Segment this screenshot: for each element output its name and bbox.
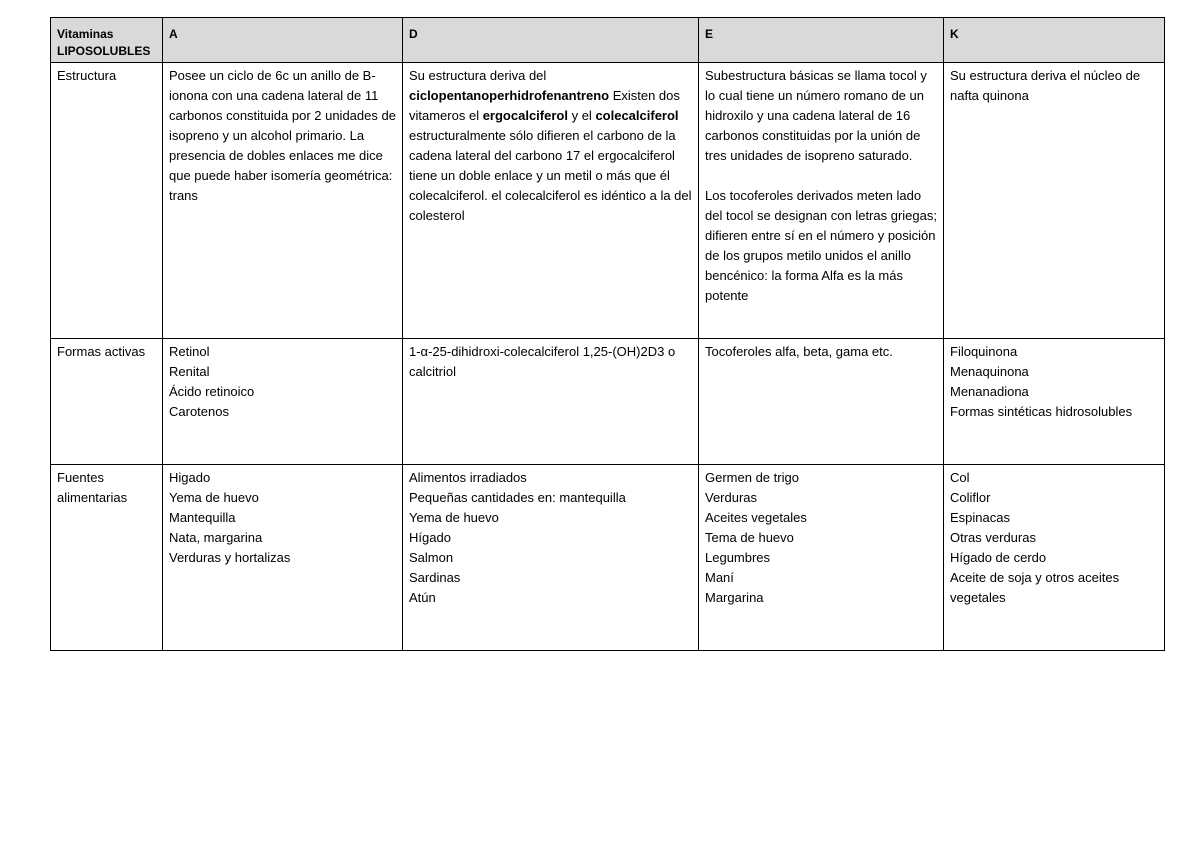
list-item: Menaquinona	[950, 364, 1029, 379]
list-item: Hígado	[409, 530, 451, 545]
list-item: Tema de huevo	[705, 530, 794, 545]
row-label-fuentes-alimentarias: Fuentes alimentarias	[51, 465, 163, 651]
list-item: Hígado de cerdo	[950, 550, 1047, 565]
row-formas-activas	[51, 339, 1165, 465]
estructura-d-bold-1: ciclopentanoperhidrofenantreno	[409, 88, 610, 103]
estructura-d-text-1: Su estructura deriva del	[409, 68, 547, 83]
fuentes-k	[944, 465, 1165, 651]
list-item: Aceite de soja y otros aceites vegetales	[950, 570, 1120, 605]
list-item: Legumbres	[705, 550, 771, 565]
list-item: Germen de trigo	[705, 470, 799, 485]
list-item: Ácido retinoico	[169, 384, 255, 399]
paragraph-gap	[705, 166, 939, 186]
estructura-e-paragraph-2: Los tocoferoles derivados meten lado del tocol se designan con letras griegas; difieren entre sí en el número y posición de los grupos metilo unidos el anillo bencénico: la forma Alfa es la más potente	[705, 188, 937, 303]
header-row-label: Vitaminas LIPOSOLUBLES	[51, 18, 163, 63]
list-item: Carotenos	[169, 404, 229, 419]
fuentes-e	[699, 465, 944, 651]
list-item: Renital	[169, 364, 210, 379]
estructura-d-text-2: Existen dos vitameros el	[409, 88, 680, 123]
list-item: Espinacas	[950, 510, 1010, 525]
list-item: Sardinas	[409, 570, 461, 585]
list-item: Aceites vegetales	[705, 510, 807, 525]
list-item: Higado	[169, 470, 211, 485]
row-fuentes-alimentarias	[51, 465, 1165, 651]
fuentes-d	[403, 465, 699, 651]
estructura-d-bold-2: ergocalciferol	[482, 108, 568, 123]
list-item: Verduras	[705, 490, 758, 505]
estructura-e-paragraph-1: Subestructura básicas se llama tocol y lo cual tiene un número romano de un hidroxilo y una cadena lateral de 16 carbonos constituidas por la unión de tres unidades de isopreno saturado.	[705, 68, 927, 163]
row-label-formas-activas: Formas activas	[51, 339, 163, 465]
header-col-d: D	[403, 18, 699, 63]
estructura-d-text-3: y el	[567, 108, 596, 123]
list-item: Yema de huevo	[409, 510, 499, 525]
list-item: Salmon	[409, 550, 454, 565]
formas-a	[163, 339, 403, 465]
header-col-e: E	[699, 18, 944, 63]
formas-e: Tocoferoles alfa, beta, gama etc.	[699, 339, 944, 465]
list-item: Alimentos irradiados	[409, 470, 527, 485]
list-item: Margarina	[705, 590, 764, 605]
list-item: Maní	[705, 570, 734, 585]
list-item: Otras verduras	[950, 530, 1036, 545]
header-row	[51, 18, 1165, 63]
estructura-d-text-4: estructuralmente sólo difieren el carbono de la cadena lateral del carbono 17 el ergocalciferol tiene un doble enlace y un metil o más que él colecalciferol. el colecalciferol es idéntico a la del colesterol	[409, 128, 692, 223]
formas-k	[944, 339, 1165, 465]
estructura-d	[403, 63, 699, 339]
formas-d: 1-α-25-dihidroxi-colecalciferol 1,25-(OH)2D3 o calcitriol	[403, 339, 699, 465]
header-col-k: K	[944, 18, 1165, 63]
list-item: Menanadiona	[950, 384, 1029, 399]
list-item: Col	[950, 470, 970, 485]
list-item: Formas sintéticas hidrosolubles	[950, 404, 1133, 419]
estructura-e	[699, 63, 944, 339]
list-item: Retinol	[169, 344, 210, 359]
list-item: Mantequilla	[169, 510, 236, 525]
list-item: Coliflor	[950, 490, 991, 505]
header-col-a: A	[163, 18, 403, 63]
estructura-a: Posee un ciclo de 6c un anillo de B-ionona con una cadena lateral de 11 carbonos constituida por 2 unidades de isopreno y un alcohol primario. La presencia de dobles enlaces me dice que puede haber isomería geométrica: trans	[163, 63, 403, 339]
list-item: Atún	[409, 590, 436, 605]
row-estructura	[51, 63, 1165, 339]
list-item: Nata, margarina	[169, 530, 263, 545]
estructura-k: Su estructura deriva el núcleo de nafta quinona	[944, 63, 1165, 339]
list-item: Verduras y hortalizas	[169, 550, 291, 565]
list-item: Pequeñas cantidades en: mantequilla	[409, 490, 626, 505]
vitamins-table	[50, 17, 1165, 651]
row-label-estructura: Estructura	[51, 63, 163, 339]
list-item: Filoquinona	[950, 344, 1018, 359]
list-item: Yema de huevo	[169, 490, 259, 505]
estructura-d-bold-3: colecalciferol	[595, 108, 679, 123]
fuentes-a	[163, 465, 403, 651]
